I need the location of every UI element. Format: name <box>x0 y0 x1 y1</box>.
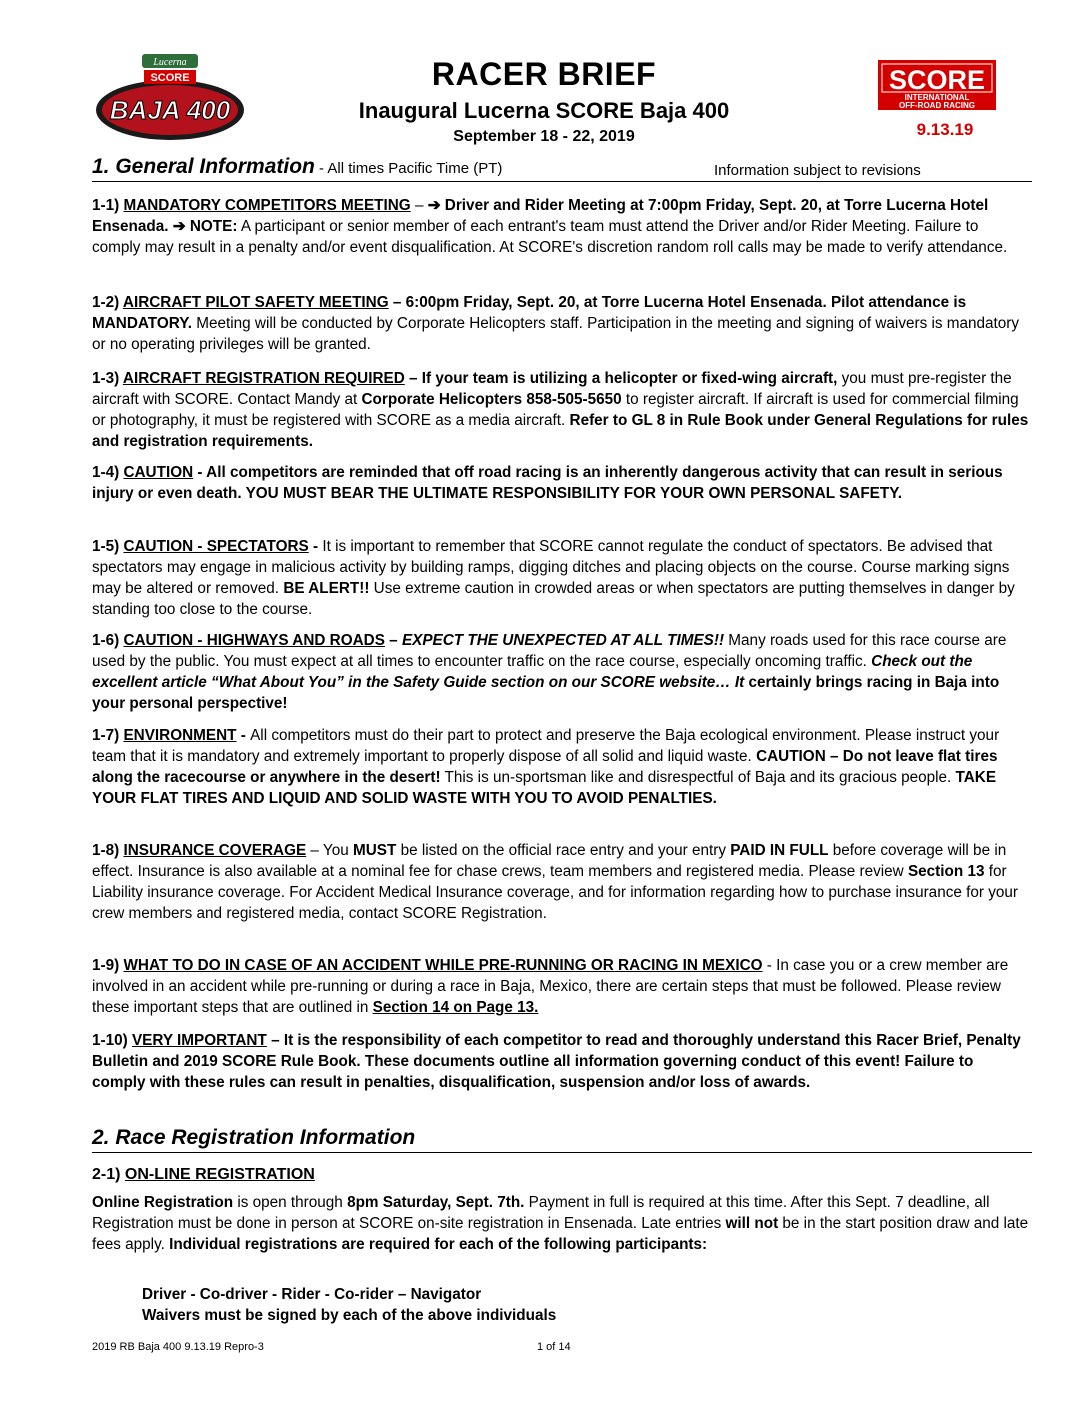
para-heading: MANDATORY COMPETITORS MEETING <box>123 197 411 214</box>
arrow-icon: ➔ <box>427 197 441 214</box>
event-dates: September 18 - 22, 2019 <box>453 128 635 145</box>
section-1-heading <box>92 155 1032 182</box>
para-number: 2-1) <box>92 1166 125 1183</box>
para-text: for Liability insurance coverage. For Accident Medical Insurance coverage, and for information regarding how to purchase insurance for your crew members and registered media, contact SCORE Registration. <box>92 863 1018 922</box>
para-number: 1-3) <box>92 370 123 387</box>
para-bold-italic: EXPECT THE UNEXPECTED AT ALL TIMES!! <box>401 632 725 649</box>
para-bold: will not <box>725 1215 779 1232</box>
section-1-title: 1. General Information <box>92 155 315 178</box>
para-bold: PAID IN FULL <box>730 842 829 859</box>
arrow-icon: ➔ <box>172 218 186 235</box>
meeting-details: Driver and Rider Meeting at 7:00pm Friday, Sept. 20, at Torre Lucerna Hotel Ensenada. <box>92 197 989 235</box>
document-subtitle: Inaugural Lucerna SCORE Baja 400 <box>358 98 730 123</box>
svg-text:SCORE: SCORE <box>150 72 190 84</box>
para-text: be in the start position draw and late fees apply. <box>92 1215 1029 1253</box>
dash: – <box>384 632 402 649</box>
para-bold: – It is the responsibility of each competitor to read and thoroughly understand this Racer Brief, Penalty Bulletin and 2019 SCORE Rule Book. These documents outline all information governing conduct of this event! Failure to comply with these rules can result in penalties, disqualification, suspension and/or loss of awards. <box>92 1032 1021 1091</box>
paragraph-1-9 <box>92 955 1030 1018</box>
para-bold: TAKE YOUR FLAT TIRES AND LIQUID AND SOLID WASTE WITH YOU TO AVOID PENALTIES. <box>92 769 997 807</box>
para-text: you must pre-register the aircraft with SCORE. Contact Mandy at <box>92 370 1012 408</box>
paragraph-1-7 <box>92 725 1030 809</box>
section-2-title: 2. Race Registration Information <box>92 1126 416 1149</box>
para-text: All competitors must do their part to protect and preserve the Baja ecological environment. Please instruct your team that it is mandatory and extremely important to properly dispose of all solid and liquid waste. <box>92 727 1000 765</box>
para-heading: AIRCRAFT PILOT SAFETY MEETING <box>122 294 389 311</box>
dash: - <box>236 727 251 744</box>
section-2-heading <box>92 1126 1032 1153</box>
para-number: 1-4) <box>92 464 124 481</box>
paragraph-2-1-heading <box>92 1164 1030 1185</box>
para-text: - In case you or a crew member are involved in an accident while pre-running or during a race in Baja, Mexico, there are certain steps that must be followed. Please review these important steps that are outlined in <box>92 957 1009 1016</box>
para-bold: Section 13 <box>907 863 985 880</box>
para-number: 1-1) <box>92 197 124 214</box>
para-heading: INSURANCE COVERAGE <box>123 842 307 859</box>
para-text: – You <box>306 842 353 859</box>
para-heading: VERY IMPORTANT <box>131 1032 267 1049</box>
para-bold: CAUTION – Do not leave flat tires along the racecourse or anywhere in the desert! <box>92 748 998 786</box>
paragraph-1-6 <box>92 630 1030 714</box>
para-heading: ENVIRONMENT <box>123 727 237 744</box>
contact-phone: Corporate Helicopters 858-505-5650 <box>361 391 622 408</box>
para-bold: Online Registration <box>92 1194 234 1211</box>
para-text: be listed on the official race entry and your entry <box>396 842 731 859</box>
para-heading: AIRCRAFT REGISTRATION REQUIRED <box>122 370 405 387</box>
svg-text:SCORE: SCORE <box>888 65 986 95</box>
para-text: Many roads used for this race course are used by the public. You must expect at all times to encounter traffic on the race course, especially oncoming traffic. <box>92 632 1007 670</box>
para-heading: CAUTION - SPECTATORS <box>123 538 309 555</box>
svg-text:Lucerna: Lucerna <box>153 57 187 68</box>
para-number: 1-5) <box>92 538 124 555</box>
para-bold-italic: Check out the excellent article “What About You” in the Safety Guide section on our SCORE website… It <box>92 653 973 691</box>
section-14-link[interactable]: Section 14 on Page 13. <box>372 999 539 1016</box>
participants-list: Driver - Co-driver - Rider - Co-rider – Navigator <box>142 1286 482 1303</box>
paragraph-1-4 <box>92 462 1030 504</box>
para-bold: Refer to GL 8 in Rule Book under General Regulations for rules and registration requirements. <box>92 412 1029 450</box>
para-number: 1-6) <box>92 632 124 649</box>
para-number: 1-8) <box>92 842 124 859</box>
revision-date: 9.13.19 <box>916 120 974 139</box>
revision-note: Information subject to revisions <box>714 162 921 179</box>
para-bold: certainly brings racing in Baja into your personal perspective! <box>92 674 1000 712</box>
para-text: This is un-sportsman like and disrespectful of Baja and its gracious people. <box>440 769 956 786</box>
para-text: is open through <box>233 1194 348 1211</box>
para-bold: 8pm Saturday, Sept. 7th. <box>347 1194 525 1211</box>
para-bold: – If your team is utilizing a helicopter or fixed-wing aircraft, <box>404 370 838 387</box>
para-heading: CAUTION <box>123 464 194 481</box>
paragraph-1-10 <box>92 1030 1030 1093</box>
para-heading: WHAT TO DO IN CASE OF AN ACCIDENT WHILE PRE-RUNNING OR RACING IN MEXICO <box>123 957 763 974</box>
para-bold: MUST <box>352 842 397 859</box>
dash: – <box>410 197 428 214</box>
paragraph-1-1 <box>92 195 1030 258</box>
paragraph-1-8 <box>92 840 1030 924</box>
timezone-note: - All times Pacific Time (PT) <box>314 160 503 177</box>
paragraph-1-3 <box>92 368 1030 452</box>
svg-text:BAJA 400: BAJA 400 <box>109 95 231 125</box>
para-text: before coverage will be in effect. Insurance is also available at a nominal fee for chase crews, team members and registered media. Please review <box>92 842 1007 880</box>
dash: - <box>308 538 323 555</box>
para-bold: BE ALERT!! <box>283 580 370 597</box>
para-text: A participant or senior member of each entrant's team must attend the Driver and/or Rider Meeting. Failure to comply may result in a penalty and/or event disqualification. At SCORE's discretion random roll calls may be made to verify attendance. <box>92 218 1008 256</box>
para-number: 1-2) <box>92 294 123 311</box>
footer-document-id: 2019 RB Baja 400 9.13.19 Repro-3 <box>92 1341 264 1353</box>
waiver-note: Waivers must be signed by each of the above individuals <box>142 1307 557 1324</box>
document-title: RACER BRIEF <box>431 56 657 92</box>
para-text: Payment in full is required at this time. After this Sept. 7 deadline, all Registration must be done in person at SCORE on-site registration in Ensenada. Late entries <box>92 1194 990 1232</box>
para-number: 1-9) <box>92 957 124 974</box>
paragraph-1-2 <box>92 292 1030 355</box>
para-text: It is important to remember that SCORE cannot regulate the conduct of spectators. Be advised that spectators may engage in malicious activity by building ramps, digging ditches and placing objects on the course. Course marking signs may be altered or removed. <box>92 538 1010 597</box>
para-text: Use extreme caution in crowded areas or when spectators are putting themselves in danger by standing too close to the course. <box>92 580 1015 618</box>
page-number: 1 of 14 <box>537 1341 571 1353</box>
para-heading: CAUTION - HIGHWAYS AND ROADS <box>123 632 385 649</box>
paragraph-1-5 <box>92 536 1030 620</box>
para-bold: Individual registrations are required for each of the following participants: <box>169 1236 708 1253</box>
svg-text:OFF-ROAD RACING: OFF-ROAD RACING <box>899 101 975 110</box>
para-number: 1-10) <box>92 1032 132 1049</box>
note-label: NOTE: <box>185 218 238 235</box>
para-text: to register aircraft. If aircraft is used for commercial filming or photography, it must be registered with SCORE as a media aircraft. <box>92 391 1019 429</box>
para-bold: – 6:00pm Friday, Sept. 20, at Torre Lucerna Hotel Ensenada. Pilot attendance is MANDATORY. <box>92 294 967 332</box>
para-bold: - All competitors are reminded that off road racing is an inherently dangerous activity that can result in serious injury or even death. YOU MUST BEAR THE ULTIMATE RESPONSIBILITY FOR YOUR OWN PERSONAL SAFETY. <box>92 464 1003 502</box>
para-text: Meeting will be conducted by Corporate Helicopters staff. Participation in the meeting and signing of waivers is mandatory or no operating privileges will be granted. <box>92 315 1020 353</box>
para-heading: ON-LINE REGISTRATION <box>124 1166 315 1183</box>
svg-text:INTERNATIONAL: INTERNATIONAL <box>904 93 970 102</box>
para-number: 1-7) <box>92 727 124 744</box>
paragraph-2-1-body <box>92 1192 1030 1255</box>
